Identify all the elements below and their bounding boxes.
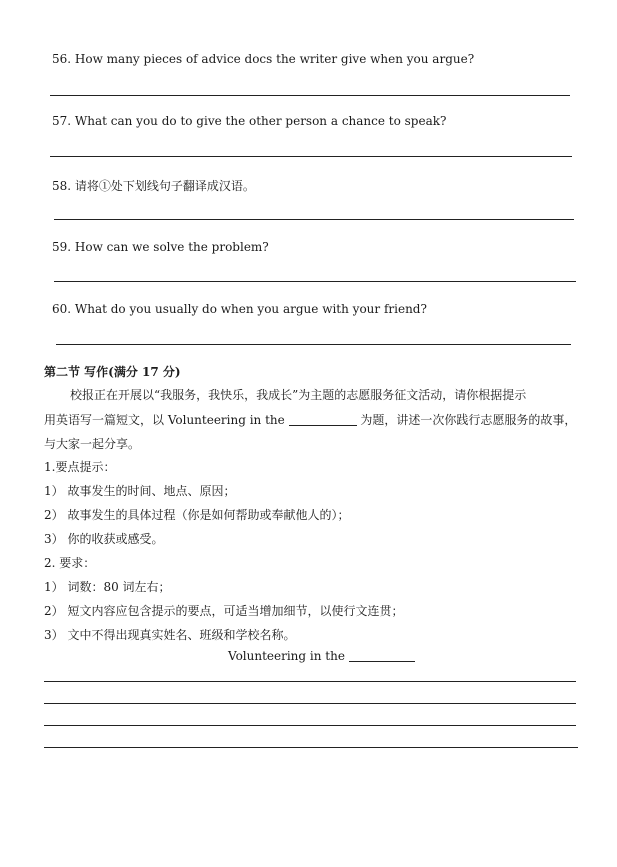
section-title: 第二节 写作(满分 17 分) — [44, 365, 181, 379]
question-57: 57. What can you do to give the other person a chance to speak? — [52, 114, 447, 128]
intro-line-1: 校报正在开展以“我服务，我快乐，我成长”为主题的志愿服务征文活动，请你根据提示 — [70, 388, 527, 402]
requirements-heading: 2. 要求： — [44, 556, 96, 570]
essay-line[interactable] — [44, 681, 576, 682]
answer-line-60[interactable] — [56, 344, 571, 345]
essay-title — [228, 649, 415, 663]
essay-line[interactable] — [44, 703, 576, 704]
intro-line-2-start: 用英语写一篇短文，以 Volunteering in the — [44, 413, 285, 427]
answer-line-58[interactable] — [54, 219, 574, 220]
essay-line[interactable] — [44, 747, 578, 748]
answer-line-59[interactable] — [54, 281, 576, 282]
title-blank[interactable] — [289, 413, 357, 426]
requirement-item: 1） 词数：80 词左右； — [44, 580, 171, 594]
intro-line-2 — [44, 411, 576, 428]
intro-line-3: 与大家一起分享。 — [44, 437, 141, 451]
intro-line-2-end: 为题，讲述一次你践行志愿服务的故事， — [360, 413, 577, 427]
essay-line[interactable] — [44, 725, 576, 726]
essay-title-blank[interactable] — [349, 649, 415, 662]
question-59: 59. How can we solve the problem? — [52, 240, 269, 254]
requirement-item: 2） 短文内容应包含提示的要点，可适当增加细节，以使行文连贯； — [44, 604, 404, 618]
question-58: 58. 请将①处下划线句子翻译成汉语。 — [52, 179, 255, 193]
question-56: 56. How many pieces of advice docs the writer give when you argue? — [52, 52, 475, 66]
essay-title-text: Volunteering in the — [228, 649, 345, 663]
question-60: 60. What do you usually do when you argue with your friend? — [52, 302, 427, 316]
requirement-item: 3） 文中不得出现真实姓名、班级和学校名称。 — [44, 628, 296, 642]
answer-line-56[interactable] — [50, 95, 570, 96]
point-item: 2） 故事发生的具体过程（你是如何帮助或奉献他人的）； — [44, 508, 350, 522]
answer-line-57[interactable] — [50, 156, 572, 157]
point-item: 1） 故事发生的时间、地点、原因； — [44, 484, 236, 498]
point-item: 3） 你的收获或感受。 — [44, 532, 164, 546]
points-heading: 1.要点提示： — [44, 460, 116, 474]
